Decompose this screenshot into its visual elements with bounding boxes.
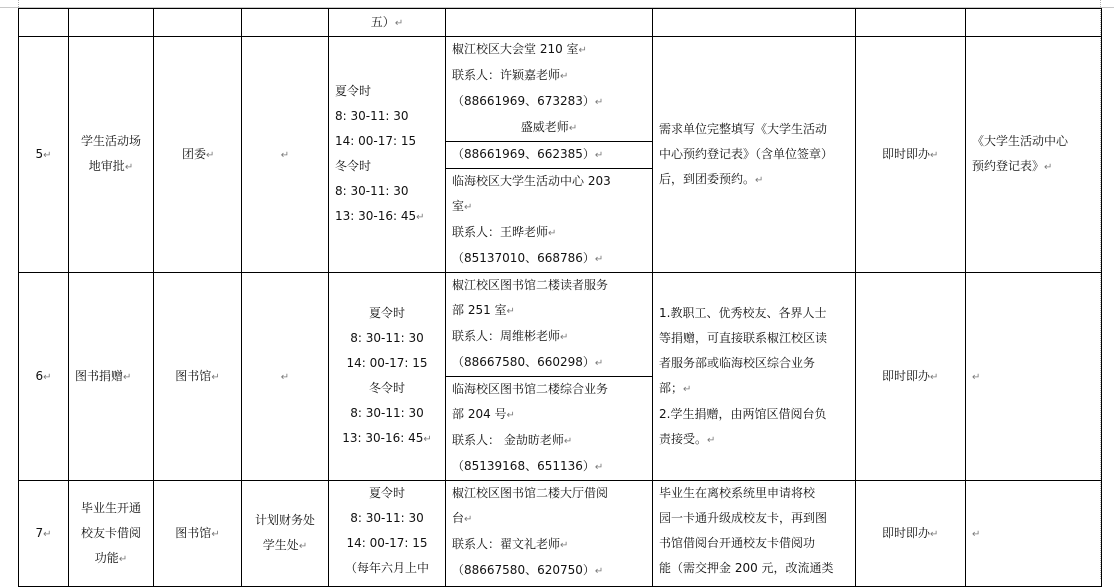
cell-venue-jiaojiang: 椒江校区图书馆二楼大厅借阅 台↵ 联系人：翟文礼老师↵ （88667580、620750）↵ xyxy=(446,481,653,587)
cell-hours: 五）↵ xyxy=(329,9,446,37)
cell-no: 5↵ xyxy=(19,37,69,273)
cell-time-limit: 即时即办↵ xyxy=(856,273,966,481)
cell-venue-linhai: 临海校区图书馆二楼综合业务 部 204 号↵ 联系人： 金劼昉老师↵ （85139168、651136）↵ xyxy=(446,377,653,481)
cell-no xyxy=(19,9,69,37)
cell-item xyxy=(69,9,154,37)
cell-co-dept xyxy=(242,9,329,37)
cell-hours: 夏令时 8: 30-11: 30 14: 00-17: 15 冬令时 8: 30-11: 30 13: 30-16: 45↵ xyxy=(329,273,446,481)
cell-item: 图书捐赠↵ xyxy=(69,273,154,481)
cell-co-dept: ↵ xyxy=(242,273,329,481)
service-table xyxy=(18,8,1102,587)
table-row xyxy=(19,37,1102,142)
table-row xyxy=(19,9,1102,37)
cell-venue-jiaojiang: 椒江校区大会堂 210 室↵ 联系人：许颖嘉老师↵ （88661969、673283）↵ 盛威老师↵ xyxy=(446,37,653,142)
cell-dept: 图书馆↵ xyxy=(154,481,242,587)
cell-dept xyxy=(154,9,242,37)
cell-item: 毕业生开通 校友卡借阅 功能↵ xyxy=(69,481,154,587)
cell-requirements xyxy=(653,9,856,37)
cell-time-limit: 即时即办↵ xyxy=(856,37,966,273)
cell-time-limit: 即时即办↵ xyxy=(856,481,966,587)
cell-forms: ↵ xyxy=(966,481,1102,587)
cell-forms: ↵ xyxy=(966,273,1102,481)
cell-dept: 团委↵ xyxy=(154,37,242,273)
cell-dept: 图书馆↵ xyxy=(154,273,242,481)
cell-co-dept: ↵ xyxy=(242,37,329,273)
cell-venue-jiaojiang: 椒江校区图书馆二楼读者服务 部 251 室↵ 联系人：周维彬老师↵ （88667580、660298）↵ xyxy=(446,273,653,377)
cell-hours: 夏令时 8: 30-11: 30 14: 00-17: 15 （每年六月上中 xyxy=(329,481,446,587)
cell-co-dept: 计划财务处 学生处↵ xyxy=(242,481,329,587)
cell-no: 6↵ xyxy=(19,273,69,481)
cell-venue-linhai: （88661969、662385）↵ 临海校区大学生活动中心 203 室↵ 联系人：王晔老师↵ （85137010、668786）↵ xyxy=(446,142,653,273)
cell-hours: 夏令时 8: 30-11: 30 14: 00-17: 15 冬令时 8: 30-11: 30 13: 30-16: 45↵ xyxy=(329,37,446,273)
cell-forms: 《大学生活动中心 预约登记表》↵ xyxy=(966,37,1102,273)
cell-forms xyxy=(966,9,1102,37)
table-row xyxy=(19,273,1102,377)
cell-requirements: 1.教职工、优秀校友、各界人士 等捐赠，可直接联系椒江校区读 者服务部或临海校区综合业务 部；↵ 2.学生捐赠，由两馆区借阅台负 责接受。↵ xyxy=(653,273,856,481)
cell-no: 7↵ xyxy=(19,481,69,587)
table-row xyxy=(19,481,1102,587)
cell-time-limit xyxy=(856,9,966,37)
cell-venue xyxy=(446,9,653,37)
cell-requirements: 毕业生在离校系统里申请将校 园一卡通升级成校友卡，再到图 书馆借阅台开通校友卡借阅功 能（需交押金 200 元，改流通类 xyxy=(653,481,856,587)
cell-requirements: 需求单位完整填写《大学生活动 中心预约登记表》（含单位签章） 后，到团委预约。↵ xyxy=(653,37,856,273)
cell-item: 学生活动场 地审批↵ xyxy=(69,37,154,273)
